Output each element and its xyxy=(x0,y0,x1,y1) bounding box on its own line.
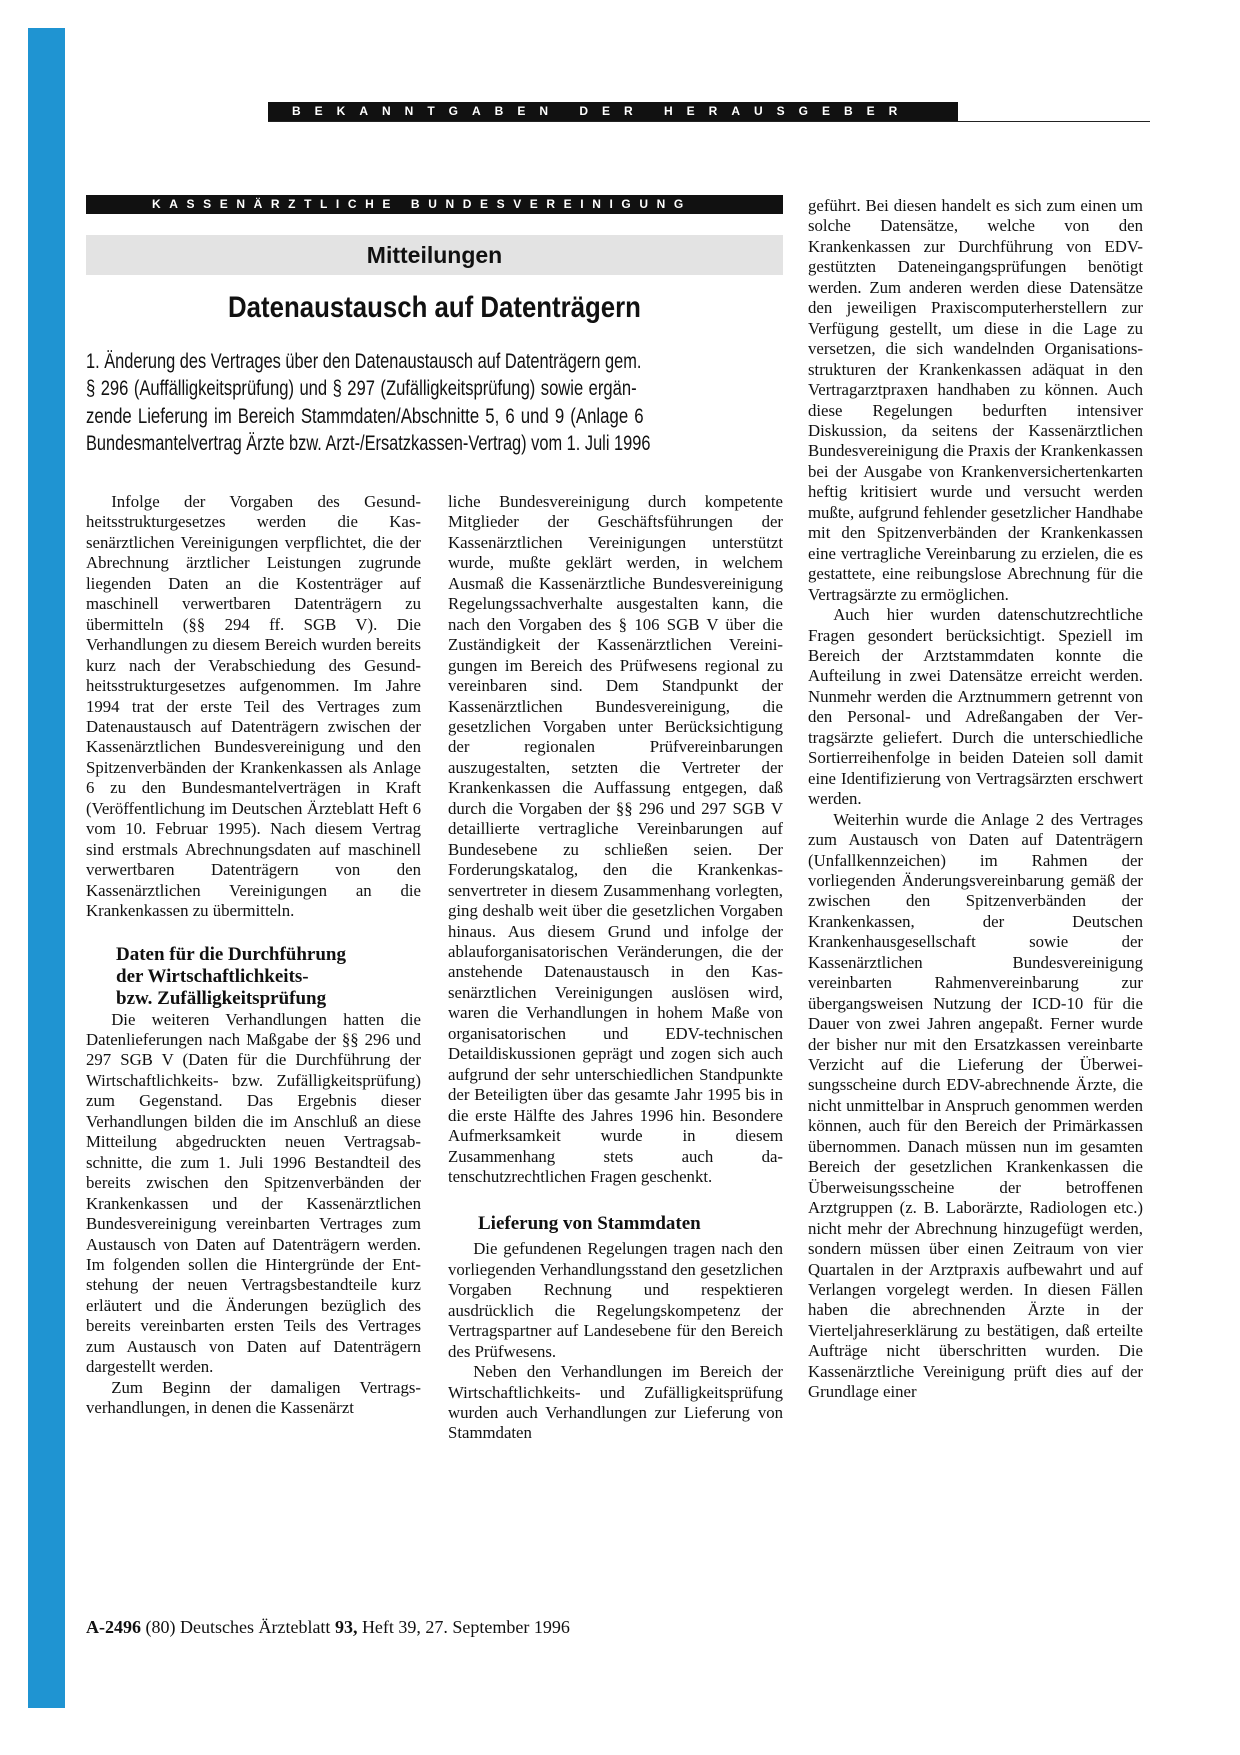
section-heading: Daten für die Durchführung der Wirtschaftlichkeits- bzw. Zufälligkeitsprüfung xyxy=(116,943,346,1009)
text-column-3 xyxy=(808,196,1143,1403)
paragraph: geführt. Bei diesen handelt es sich zum einen um solche Datensätze, welche von den Krankenkassen zur Durchführung von EDV-gestützten Dateneingangsprüfungen benötigt werden. Zum anderen werden diese Datensätze den jeweiligen Praxiscomputerherstellern zur Verfügung gestellt, um diese in die Lage zu versetzen, die sich wandelnden Organisationsstrukturen der Krankenkassen adäquat in den Vertragarztpraxen handhaben zu können. Auch diese Regelungen bedurften intensiver Diskussion, da seitens der Kassenärztlichen Bundesvereinigung die Praxis der Krankenkassen bei der Ausgabe von Krankenversichertenkarten heftig kritisiert wurde und versucht werden mußte, aufgrund fehlender gesetzlicher Handhabe mit den Spitzenverbänden der Krankenkassen eine vertragliche Vereinbarung zu erzielen, die es gestattete, eine reibungslose Abrechnung für die Vertragsärzte zu ermöglichen. xyxy=(808,196,1144,604)
header-rule xyxy=(268,121,1150,122)
sidebar-accent xyxy=(28,28,65,1708)
subtitle-line: zende Lieferung im Bereich Stammdaten/Abschnitte 5, 6 und 9 (Anlage 6 xyxy=(86,404,644,428)
category-label: Mitteilungen xyxy=(86,235,783,275)
section-banner: BEKANNTGABEN DER HERAUSGEBER xyxy=(268,102,958,121)
page-footer xyxy=(86,1617,570,1638)
journal-citation: (80) Deutsches Ärzteblatt xyxy=(145,1617,331,1637)
article-title: Datenaustausch auf Datenträgern xyxy=(228,291,641,324)
text-column-2 xyxy=(448,492,783,1444)
paragraph: Weiterhin wurde die Anlage 2 des Vertrages zum Austausch von Daten auf Datenträgern (Unfallkennzeichen) im Rahmen der vorliegenden Änderungsvereinbarung gemäß der zwischen den Spitzenverbänden der Krankenkassen, der Deutschen Krankenhausgesellschaft sowie der Kassenärztlichen Bundesvereinigung vereinbarten Rahmenvereinbarung zur übergangsweisen Nutzung der ICD-10 für die Dauer von zwei Jahren angepaßt. Ferner wurde der bisher nur mit den Ersatzkassen vereinbarte Verzicht auf die Lieferung der Überweisungsscheine durch EDV-abrechnende Ärzte, die nicht unmittelbar in Anspruch genommen werden können, auch für den Bereich der Primärkassen übernommen. Danach müssen nun im gesamten Bereich der gesetzlichen Krankenkassen die Überweisungsscheine der betroffenen Arztgruppen (z. B. Laborärzte, Radiologen etc.) nicht mehr der Abrechnung hinzugefügt werden, sondern müssen über einen Zeitraum von vier Quartalen in der Arztpraxis aufbewahrt und auf Verlangen vorgelegt werden. In diesen Fällen haben die abrechnenden Ärzte in der Vierteljahreserklärung zu bestätigen, daß erteilte Aufträge nicht überschritten wurden. Die Kassenärztliche Vereinigung prüft dies auf der Grundlage einer xyxy=(808,809,1143,1402)
subtitle-line: Bundesmantelvertrag Ärzte bzw. Arzt-/Ersatzkassen-Vertrag) vom 1. Juli 1996 xyxy=(86,432,651,456)
paragraph: Zum Beginn der damaligen Vertragsverhandlungen, in denen die Kassenärzt xyxy=(86,1377,421,1418)
paragraph: liche Bundesvereinigung durch kompetente Mitglieder der Geschäftsführungen der Kassenärztlichen Vereinigungen unterstützt wurde, mußte geklärt werden, in welchem Ausmaß die Kassenärztliche Bundesvereinigung Regelungssachverhalte ausgestalten kann, die nach den Vorgaben des § 106 SGB V über die Zuständigkeit der Kassenärztlichen Vereinigungen im Bereich des Prüfwesens regional zu vereinbaren sind. Dem Standpunkt der Kassenärztlichen Bundesvereinigung, die gesetzlichen Vorgaben unter Berücksichtigung der regionalen Prüfvereinbarungen auszugestalten, setzten die Vertreter der Krankenkassen die Auffassung entgegen, daß durch die Vorgaben der §§ 296 und 297 SGB V detaillierte vertragliche Vereinbarungen auf Bundesebene zu schließen seien. Der Forderungskatalog, den die Krankenkassenvertreter in diesem Zusammenhang vorlegten, ging deshalb weit über die gesetzlichen Vorgaben hinaus. Aus diesem Grund und infolge der ablauforganisatorischen Veränderungen, die der anstehende Datenaustausch in den Kassenärztlichen Vereinigungen auslösen wird, waren die Verhandlungen in hohem Maße von organisatorischen und EDV-technischen Detaildiskussionen geprägt und zogen sich auch aufgrund der sehr unterschiedlichen Standpunkte der Beteiligten über das gesamte Jahr 1995 bis in die erste Hälfte des Jahres 1996 hin. Besondere Aufmerksamkeit wurde in diesem Zusammenhang stets auch datenschutzrechtlichen Fragen geschenkt. xyxy=(448,492,783,1186)
paragraph: Auch hier wurden datenschutzrechtliche Fragen gesondert berücksichtigt. Speziell im Bereich der Arztstammdaten konnte die Aufteilung in zwei Datensätze erreicht werden. Nunmehr werden die Arztnummern getrennt von den Personal- und Adreßangaben der Vertragsärzte geliefert. Durch die unterschiedliche Sortierreihenfolge in beiden Dateien soll damit eine Identifizierung von Vertragsärzten erschwert werden. xyxy=(808,605,1143,809)
subtitle-line: 1. Änderung des Vertrages über den Datenaustausch auf Datenträgern gem. xyxy=(86,350,642,373)
organisation-banner: KASSENÄRZTLICHE BUNDESVEREINIGUNG xyxy=(86,195,783,214)
article-subtitle xyxy=(86,348,783,458)
subtitle-line: § 296 (Auffälligkeitsprüfung) und § 297 (Zufälligkeitsprüfung) sowie ergän- xyxy=(86,377,637,401)
page-code: A-2496 xyxy=(86,1617,141,1637)
text-column-1 xyxy=(86,492,421,1419)
paragraph: Neben den Verhandlungen im Bereich der Wirtschaftlichkeits- und Zufälligkeitsprüfung wurden auch Verhandlungen zur Lieferung von Stammdaten xyxy=(448,1362,783,1443)
paragraph: Die weiteren Verhandlungen hatten die Datenlieferungen nach Maßgabe der §§ 296 und 297 SGB V (Daten für die Durchführung der Wirtschaftlichkeits- bzw. Zufälligkeitsprüfung) zum Gegenstand. Das Ergebnis dieser Verhandlungen bilden die im Anschluß an diese Mitteilung abgedruckten neuen Vertragsabschnitte, die zum 1. Juli 1996 Bestandteil des bereits zwischen den Spitzenverbänden der Krankenkassen und der Kassenärztlichen Bundesvereinigung vereinbarten Vertrages zum Austausch von Daten auf Datenträgern werden. Im folgenden sollen die Hintergründe der Entstehung der neuen Vertragsbestandteile kurz erläutert und die Änderungen bezüglich des bereits vereinbarten ersten Teils des Vertrages zum Austausch von Daten auf Datenträgern dargestellt werden. xyxy=(86,1009,421,1377)
volume-number: 93, xyxy=(334,1617,358,1637)
issue-date: Heft 39, 27. September 1996 xyxy=(361,1617,570,1637)
paragraph: Die gefundenen Regelungen tragen nach den vorliegenden Verhandlungsstand den gesetzlichen Vorgaben Rechnung und respektieren ausdrücklich die Regelungskompetenz der Vertragspartner auf Landesebene für den Bereich des Prüfwesens. xyxy=(448,1239,783,1361)
paragraph: Infolge der Vorgaben des Gesundheitsstrukturgesetzes werden die Kassenärztlichen Vereinigungen verpflichtet, die der Abrechnung ärztlicher Leistungen zugrunde liegenden Daten an die Kostenträger auf maschinell verwertbaren Datenträgern zu übermitteln (§§ 294 ff. SGB V). Die Verhandlungen zu diesem Bereich wurden bereits kurz nach der Verabschiedung des Gesundheitsstrukturgesetzes aufgenommen. Im Jahre 1994 trat der erste Teil des Vertrages zum Datenaustausch auf Datenträgern zwischen der Kassenärztlichen Bundesvereinigung und den Spitzenverbänden der Krankenkassen als Anlage 6 zu den Bundesmantelverträgen in Kraft (Veröffentlichung im Deutschen Ärzteblatt Heft 6 vom 10. Februar 1995). Nach diesem Vertrag sind erstmals Abrechnungsdaten auf maschinell verwertbaren Datenträgern von den Kassenärztlichen Vereinigungen an die Krankenkassen zu übermitteln. xyxy=(86,492,421,921)
section-heading: Lieferung von Stammdaten xyxy=(478,1213,701,1235)
